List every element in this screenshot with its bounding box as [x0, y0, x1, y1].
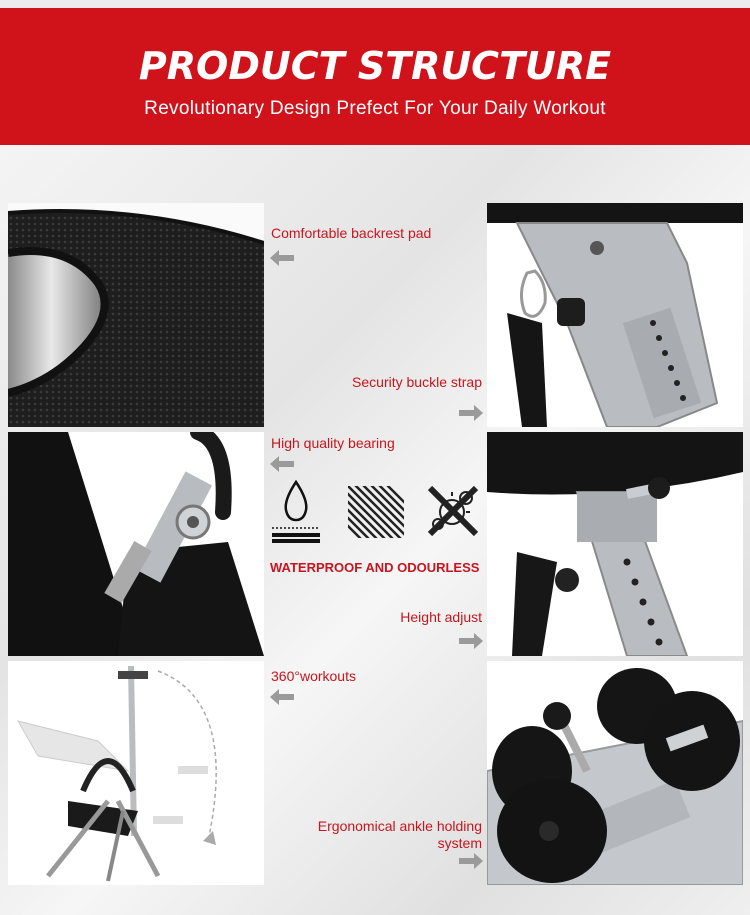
arrow-left-icon: [270, 250, 296, 266]
water-drop-icon: [268, 478, 324, 544]
arrow-left-icon: [270, 689, 296, 705]
page-subtitle: Revolutionary Design Prefect For Your Daily Workout: [144, 98, 606, 119]
label-ankle-line2: system: [437, 835, 482, 851]
buckle-strap-photo: [487, 203, 743, 427]
height-adjust-photo: [487, 432, 743, 656]
arrow-left-icon: [270, 456, 296, 472]
label-backrest: Comfortable backrest pad: [271, 225, 432, 241]
label-bearing: High quality bearing: [271, 435, 395, 451]
waterproof-label: WATERPROOF AND ODOURLESS: [270, 560, 480, 575]
label-workouts: 360°workouts: [271, 668, 356, 684]
backrest-pad-photo: [8, 203, 264, 427]
label-ankle-line1: Ergonomical ankle holding: [317, 818, 482, 834]
label-buckle: Security buckle strap: [352, 374, 482, 390]
arrow-right-icon: [457, 853, 483, 869]
no-bacteria-icon: [422, 482, 484, 540]
header-banner: [0, 8, 750, 145]
label-height: Height adjust: [400, 609, 482, 625]
ankle-holding-photo: [487, 661, 743, 885]
diagonal-lines-icon: [346, 484, 406, 540]
page-title: PRODUCT STRUCTURE: [138, 44, 612, 88]
bearing-photo: [8, 432, 264, 656]
arrow-right-icon: [457, 633, 483, 649]
workouts-photo: [8, 661, 264, 885]
arrow-right-icon: [457, 405, 483, 421]
